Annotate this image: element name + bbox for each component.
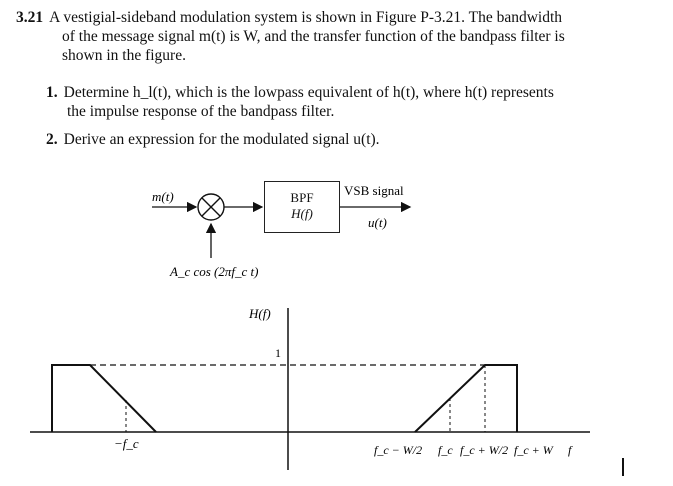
hf-label: H(f) (249, 306, 271, 321)
tick-fc-minus-w2: f_c − W/2 (374, 443, 423, 457)
carrier-label: A_c cos (2πf_c t) (170, 264, 259, 279)
one-label: 1 (275, 346, 281, 360)
statement-line-2: of the message signal m(t) is W, and the transfer function of the bandpass filter is (62, 28, 565, 45)
negative-freq-response (52, 365, 156, 432)
tick-fc-plus-w: f_c + W (514, 443, 553, 457)
tick-fc: f_c (438, 443, 453, 457)
question-number: 2. (46, 131, 58, 148)
statement-line-1: A vestigial-sideband modulation system is shown in Figure P-3.21. The bandwidth (49, 9, 563, 26)
question-line: Derive an expression for the modulated signal u(t). (63, 131, 380, 148)
positive-freq-response (415, 365, 517, 432)
tick-neg-fc: −f_c (114, 436, 139, 451)
bpf-block (264, 181, 340, 233)
output-label-top: VSB signal (344, 183, 404, 198)
output-label-bottom: u(t) (368, 215, 387, 230)
bpf-transfer: H(f) (291, 206, 313, 221)
tick-f-axis: f (568, 443, 572, 457)
text-cursor (622, 458, 624, 476)
problem-number: 3.21 (16, 9, 44, 26)
input-label: m(t) (152, 189, 174, 204)
tick-fc-plus-w2: f_c + W/2 (460, 443, 509, 457)
question-line: Determine h_l(t), which is the lowpass equivalent of h(t), where h(t) represents (63, 84, 554, 101)
statement-line-3: shown in the figure. (62, 47, 186, 64)
question-line: the impulse response of the bandpass filter. (67, 103, 335, 120)
question-number: 1. (46, 84, 58, 101)
bpf-title: BPF (290, 190, 314, 205)
